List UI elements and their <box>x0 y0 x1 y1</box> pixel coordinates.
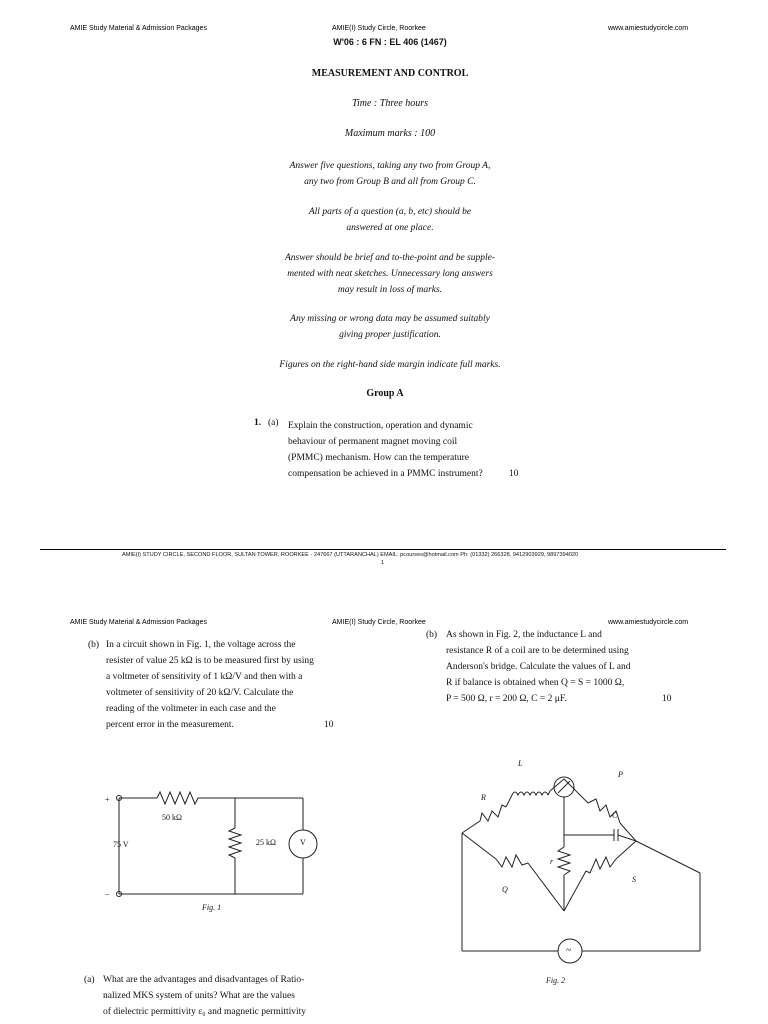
q2a-label: (a) <box>84 975 95 985</box>
page-number: 1 <box>381 560 385 566</box>
paper-code: W'06 : 6 FN : EL 406 (1467) <box>333 37 447 47</box>
fig1-minus: – <box>105 889 109 898</box>
fig2-bridge <box>450 755 710 965</box>
fig1-r1-label: 50 kΩ <box>162 813 182 822</box>
fig2-c-label: C <box>612 811 618 820</box>
q2a-text: What are the advantages and disadvantages of Ratio- nalized MKS system of units? What are the values of dielectric permittivity ε₀ and magnetic permittivity <box>103 975 307 1017</box>
fig2-caption: Fig. 2 <box>546 976 566 985</box>
fig2-source-icon: ~ <box>566 945 572 956</box>
instruction-2: All parts of a question (a, b, etc) should be answered at one place. <box>308 207 472 233</box>
fig1-circuit <box>95 780 335 920</box>
fig2-q-label: Q <box>502 885 508 894</box>
q1a-text: Explain the construction, operation and dynamic behaviour of permanent magnet moving coil (PMMC) mechanism. How can the temperature compensation be achieved in a PMMC instrument? <box>288 421 483 479</box>
group-heading: Group A <box>366 388 404 399</box>
footer-address: AMIE(I) STUDY CIRCLE, SECOND FLOOR, SULTAN TOWER, ROORKEE - 247667 (UTTARANCHAL) EMAIL: pcourses@hotmail.com Ph: (01332) 266328, 9412903929, 9897394020 <box>122 552 579 558</box>
q2b-marks: 10 <box>662 694 672 704</box>
fig1-plus: + <box>105 795 110 804</box>
q1-number: 1. <box>254 418 262 428</box>
fig1-caption: Fig. 1 <box>202 903 222 912</box>
fig1-source-label: 75 V <box>113 840 129 849</box>
fig2-r-label: R <box>481 793 486 802</box>
header-right[interactable]: www.amiestudycircle.com <box>608 25 689 32</box>
q1a-label: (a) <box>268 418 279 428</box>
fig1-meter-label: V <box>300 838 306 847</box>
instruction-3: Answer should be brief and to-the-point and be supple- mented with neat sketches. Unnecessary long answers may result in loss of marks. <box>284 253 496 295</box>
fig1-r2-label: 25 kΩ <box>256 838 276 847</box>
paper-title: MEASUREMENT AND CONTROL <box>311 68 469 79</box>
q2b-label: (b) <box>426 630 438 640</box>
header-center: AMIE(I) Study Circle, Roorkee <box>332 619 426 626</box>
header-center: AMIE(I) Study Circle, Roorkee <box>332 25 426 32</box>
q2b-text: As shown in Fig. 2, the inductance L and resistance R of a coil are to be determined using Anderson's bridge. Calculate the values of L and R if balance is obtained when Q = S = 1000 Ω, P = 500 Ω, r = 200 Ω, C = 2 μF. <box>446 630 631 704</box>
instruction-4: Any missing or wrong data may be assumed suitably giving proper justification. <box>290 314 490 340</box>
fig2-l-label: L <box>518 759 523 768</box>
fig2-small-r-label: r <box>550 857 554 866</box>
q1b-label: (b) <box>88 640 100 650</box>
fig2-s-label: S <box>632 875 636 884</box>
footer-rule <box>40 549 726 550</box>
instruction-5: Figures on the right-hand side margin indicate full marks. <box>279 360 501 370</box>
fig2-p-label: P <box>618 770 623 779</box>
header-left: AMIE Study Material & Admission Packages <box>70 25 207 32</box>
q1b-text: In a circuit shown in Fig. 1, the voltage across the resister of value 25 kΩ is to be measured first by using a voltmeter of sensitivity of 1 kΩ/V and then with a voltmeter of sensitivity of 20 kΩ/V. Calculate the reading of the voltmeter in each case and the percent error in the measurement. <box>106 640 314 730</box>
q1b-marks: 10 <box>324 720 334 730</box>
time: Time : Three hours <box>351 98 429 109</box>
max-marks: Maximum marks : 100 <box>344 128 436 139</box>
header-left: AMIE Study Material & Admission Packages <box>70 619 207 626</box>
q1a-marks: 10 <box>509 469 519 479</box>
header-right[interactable]: www.amiestudycircle.com <box>608 619 689 626</box>
instruction-1: Answer five questions, taking any two from Group A, any two from Group B and all from Group C. <box>289 161 491 187</box>
